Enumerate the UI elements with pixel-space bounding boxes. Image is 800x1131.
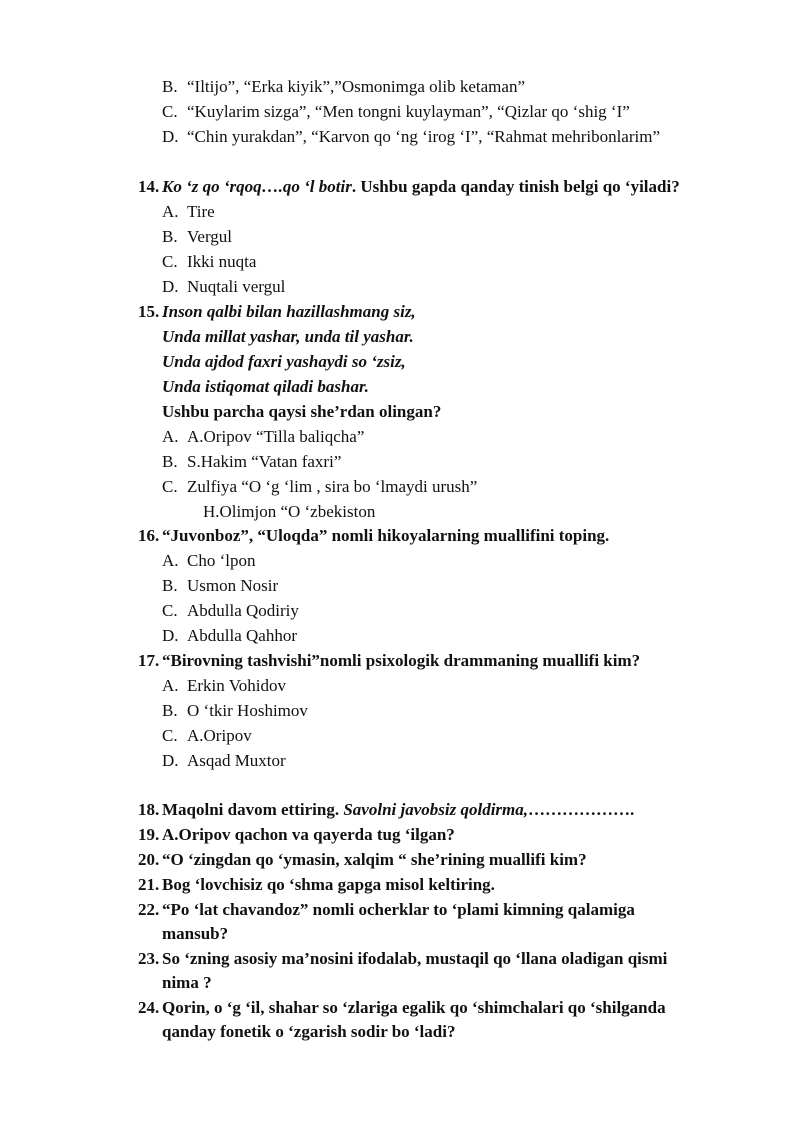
question-15-text: Ushbu parcha qaysi she’rdan olingan? bbox=[162, 402, 442, 421]
question-22-line-2: mansub? bbox=[162, 924, 229, 943]
question-22-number: 22. bbox=[138, 900, 160, 919]
option-letter: D. bbox=[162, 751, 179, 770]
option-text: “Chin yurakdan”, “Karvon qo ‘ng ‘irog ‘I”, “Rahmat mehribonlarim” bbox=[187, 127, 661, 146]
option-letter: B. bbox=[162, 701, 178, 720]
option-text: Abdulla Qahhor bbox=[187, 626, 298, 645]
question-20-number: 20. bbox=[138, 850, 160, 869]
question-19-text: A.Oripov qachon va qayerda tug ‘ilgan? bbox=[162, 825, 455, 844]
q15-option-d: H.Olimjon “O ‘zbekiston bbox=[203, 502, 376, 521]
question-14-rest: . Ushbu gapda qanday tinish belgi qo ‘yiladi? bbox=[351, 177, 680, 196]
poem-line-2: Unda millat yashar, unda til yashar. bbox=[162, 327, 414, 346]
question-14-italic: Ko ‘z qo ‘rqoq….qo ‘l botir bbox=[162, 177, 352, 196]
option-letter: B. bbox=[162, 576, 178, 595]
question-14-text bbox=[162, 175, 680, 199]
option-text: S.Hakim “Vatan faxri” bbox=[187, 452, 342, 471]
question-24-line-2: qanday fonetik o ‘zgarish sodir bo ‘ladi? bbox=[162, 1022, 456, 1041]
option-letter: A. bbox=[162, 676, 179, 695]
question-16-number: 16. bbox=[138, 526, 160, 545]
option-text: Asqad Muxtor bbox=[187, 751, 286, 770]
poem-line-1: Inson qalbi bilan hazillashmang siz, bbox=[162, 302, 416, 321]
option-text: Nuqtali vergul bbox=[187, 277, 286, 296]
poem-line-4: Unda istiqomat qiladi bashar. bbox=[162, 377, 369, 396]
option-text: A.Oripov “Tilla baliqcha” bbox=[187, 427, 365, 446]
poem-line-3: Unda ajdod faxri yashaydi so ‘zsiz, bbox=[162, 352, 406, 371]
option-letter: B. bbox=[162, 452, 178, 471]
option-letter: A. bbox=[162, 202, 179, 221]
question-16-text: “Juvonboz”, “Uloqda” nomli hikoyalarning muallifini toping. bbox=[162, 526, 610, 545]
question-23-line-1: So ‘zning asosiy ma’nosini ifodalab, mustaqil qo ‘llana oladigan qismi bbox=[162, 949, 668, 968]
option-letter: D. bbox=[162, 277, 179, 296]
option-text: Cho ‘lpon bbox=[187, 551, 256, 570]
question-18-tail: ………………. bbox=[528, 800, 635, 819]
option-letter: C. bbox=[162, 252, 178, 271]
question-18-text bbox=[162, 798, 634, 822]
option-letter: A. bbox=[162, 427, 179, 446]
question-24-number: 24. bbox=[138, 998, 160, 1017]
option-text: Usmon Nosir bbox=[187, 576, 279, 595]
option-letter: C. bbox=[162, 726, 178, 745]
question-20-text: “O ‘zingdan qo ‘ymasin, xalqim “ she’rining muallifi kim? bbox=[162, 850, 587, 869]
option-text: “Kuylarim sizga”, “Men tongni kuylayman”, “Qizlar qo ‘shig ‘I” bbox=[187, 102, 630, 121]
question-21-number: 21. bbox=[138, 875, 160, 894]
question-19-number: 19. bbox=[138, 825, 160, 844]
question-18-bold: Maqolni davom ettiring. bbox=[162, 800, 344, 819]
option-letter: D. bbox=[162, 626, 179, 645]
option-letter: B. bbox=[162, 227, 178, 246]
question-23-line-2: nima ? bbox=[162, 973, 212, 992]
option-text: Tire bbox=[187, 202, 215, 221]
question-15-number: 15. bbox=[138, 302, 160, 321]
option-text: A.Oripov bbox=[187, 726, 252, 745]
question-23-number: 23. bbox=[138, 949, 160, 968]
question-17-number: 17. bbox=[138, 651, 160, 670]
option-letter: A. bbox=[162, 551, 179, 570]
question-14-number: 14. bbox=[138, 177, 160, 196]
option-letter: D. bbox=[162, 127, 179, 146]
option-letter: B. bbox=[162, 77, 178, 96]
option-text: Ikki nuqta bbox=[187, 252, 257, 271]
question-22-line-1: “Po ‘lat chavandoz” nomli ocherklar to ‘plami kimning qalamiga bbox=[162, 900, 635, 919]
option-letter: C. bbox=[162, 477, 178, 496]
option-text: Zulfiya “O ‘g ‘lim , sira bo ‘lmaydi urush” bbox=[187, 477, 478, 496]
question-18-italic: Savolni javobsiz qoldirma, bbox=[343, 800, 529, 819]
option-letter: C. bbox=[162, 102, 178, 121]
question-21-text: Bog ‘lovchisiz qo ‘shma gapga misol keltiring. bbox=[162, 875, 495, 894]
option-text: Erkin Vohidov bbox=[187, 676, 287, 695]
option-text: O ‘tkir Hoshimov bbox=[187, 701, 308, 720]
question-18-number: 18. bbox=[138, 800, 160, 819]
option-text: Abdulla Qodiriy bbox=[187, 601, 299, 620]
option-letter: C. bbox=[162, 601, 178, 620]
question-24-line-1: Qorin, o ‘g ‘il, shahar so ‘zlariga egalik qo ‘shimchalari qo ‘shilganda bbox=[162, 998, 666, 1017]
option-text: “Iltijo”, “Erka kiyik”,”Osmonimga olib ketaman” bbox=[187, 77, 525, 96]
option-text: Vergul bbox=[187, 227, 233, 246]
question-17-text: “Birovning tashvishi”nomli psixologik drammaning muallifi kim? bbox=[162, 651, 641, 670]
